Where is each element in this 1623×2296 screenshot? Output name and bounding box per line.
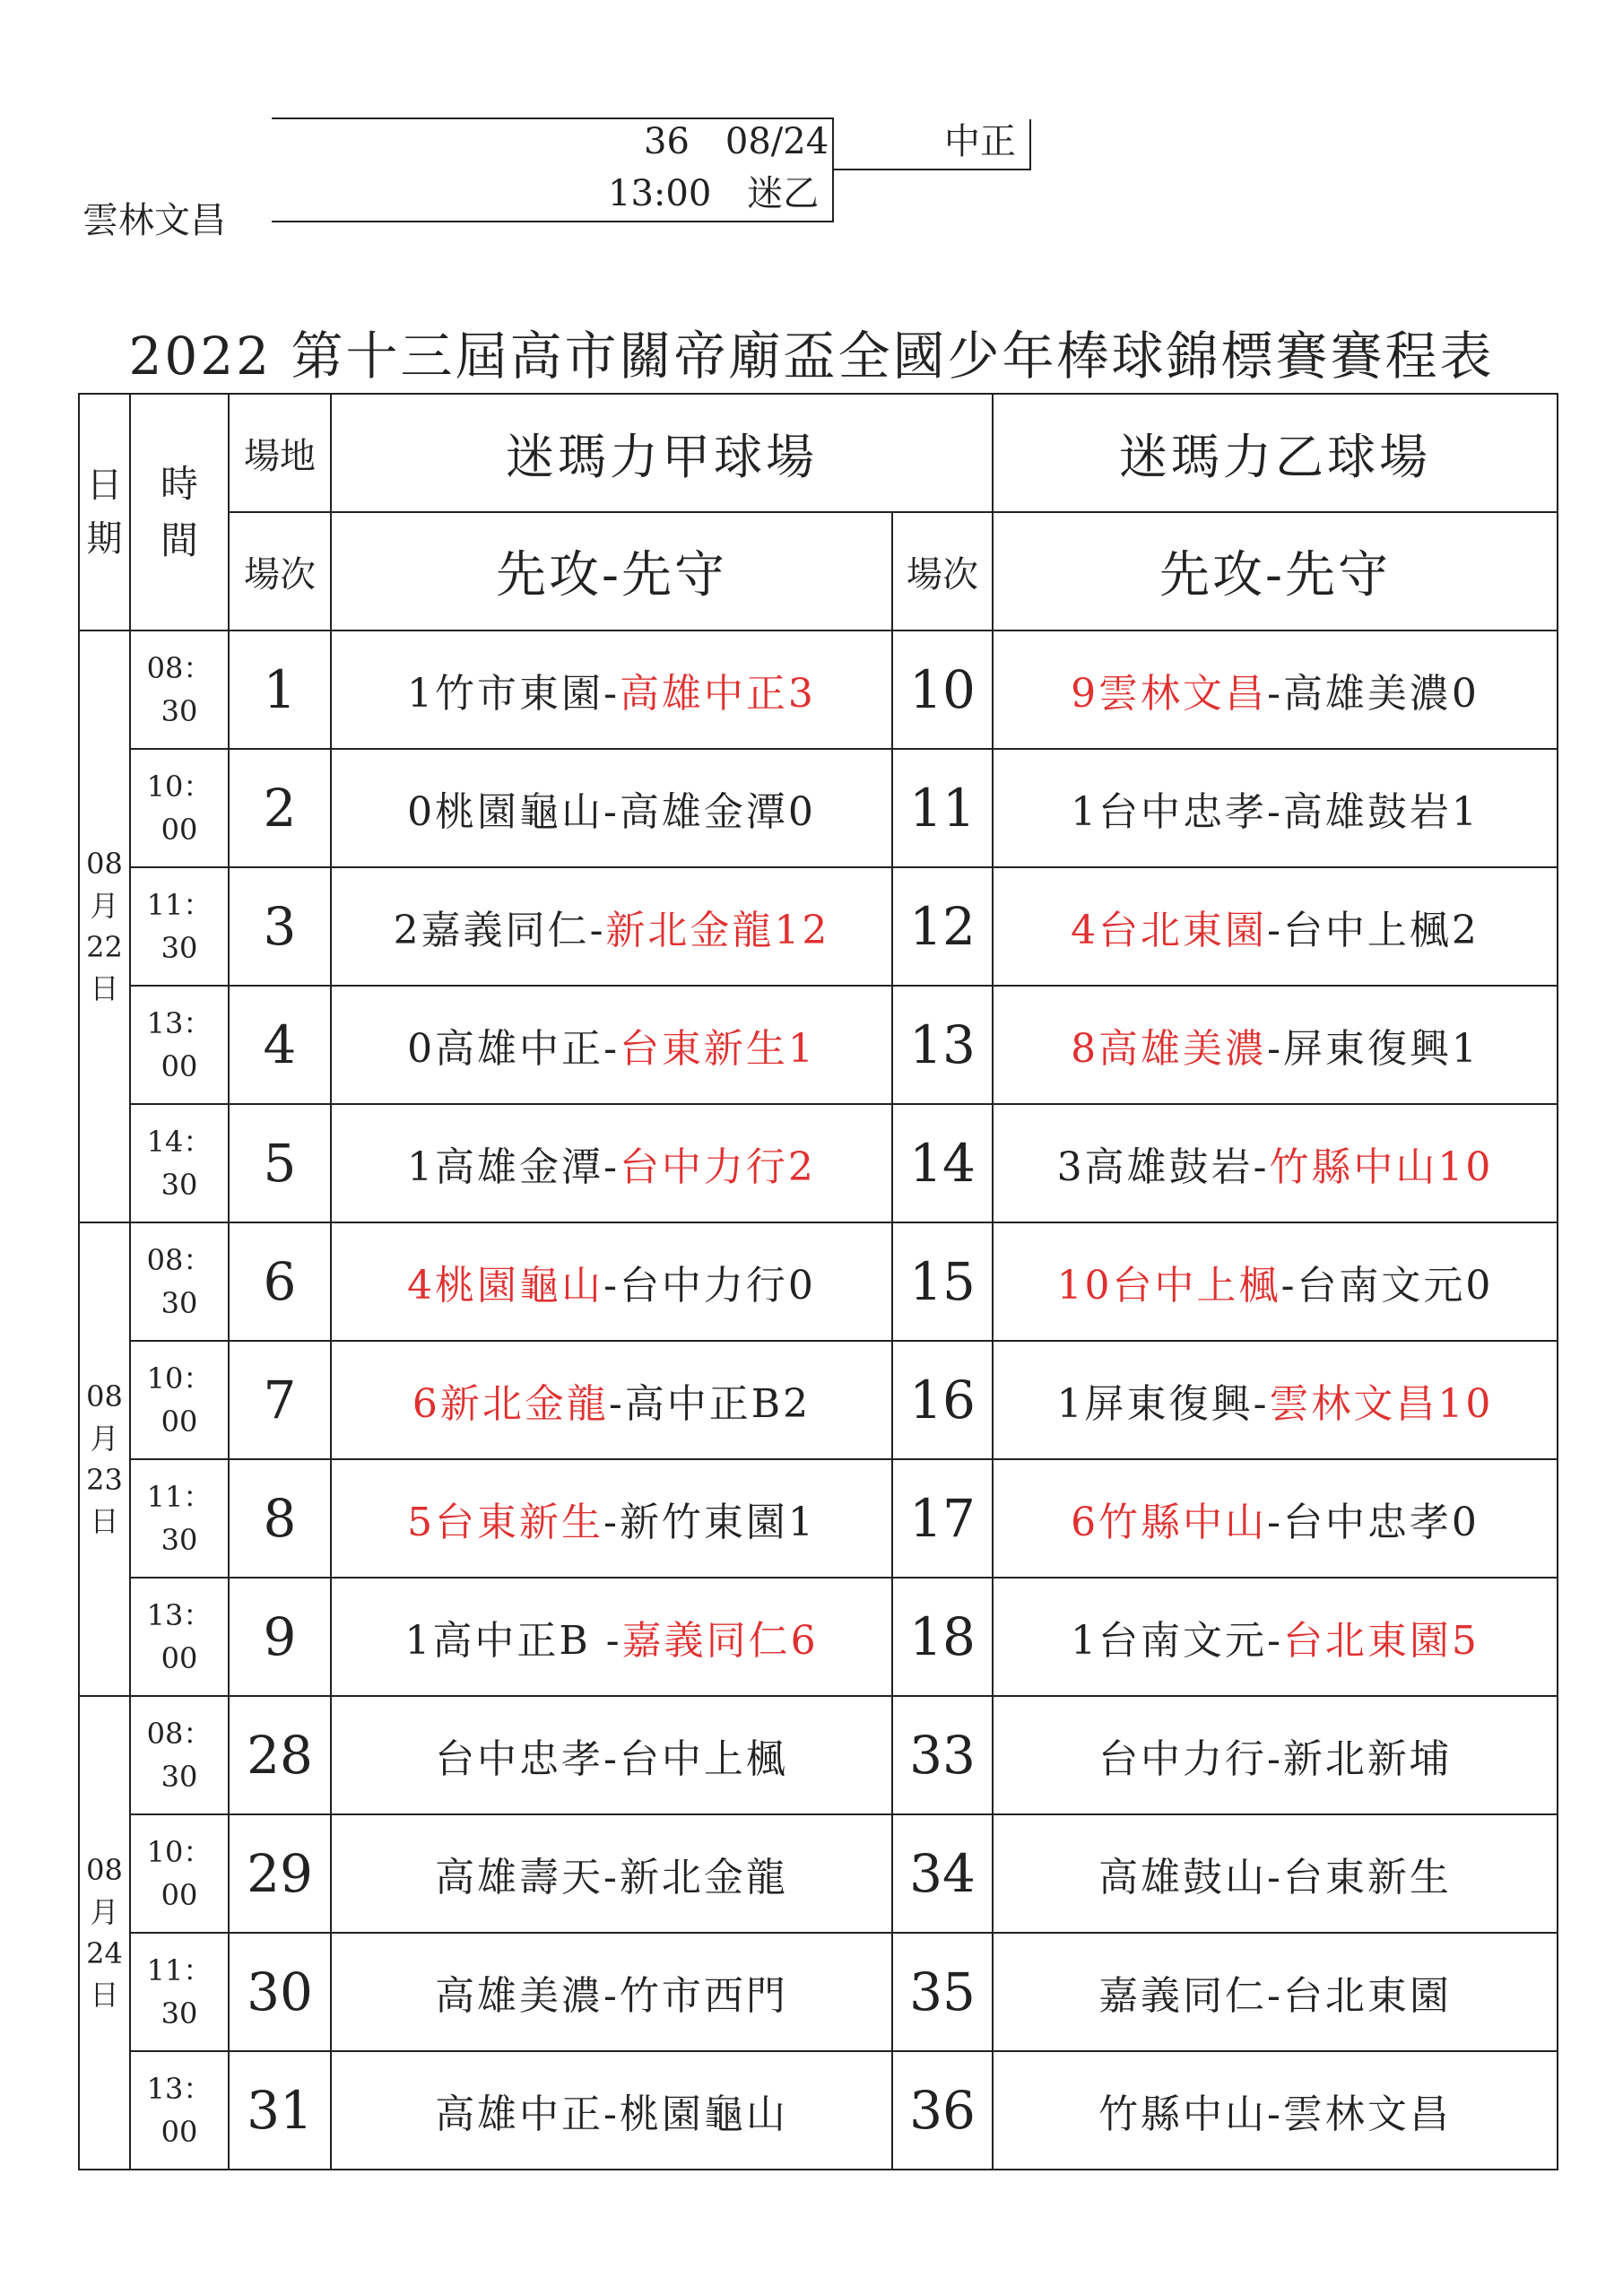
match-a bbox=[331, 986, 892, 1104]
team-text: 6竹縣中山 bbox=[1071, 1500, 1268, 1545]
time-part: 30 bbox=[161, 1286, 198, 1320]
match-a bbox=[331, 749, 892, 867]
bracket-time-venue: 13:00 迷乙 bbox=[608, 173, 820, 214]
game-no-header-a: 場次 bbox=[229, 512, 331, 631]
date-part: 日 bbox=[90, 1504, 119, 1539]
match-b bbox=[993, 1222, 1558, 1341]
match-b bbox=[993, 1933, 1558, 2051]
date-part: 08 bbox=[86, 1379, 123, 1414]
table-row bbox=[79, 986, 1558, 1104]
sub-header-a: 先攻-先守 bbox=[331, 512, 892, 631]
game-no-a: 5 bbox=[229, 1104, 331, 1222]
team-text: 新竹東園1 bbox=[619, 1500, 816, 1545]
team-text: 台中力行2 bbox=[619, 1144, 816, 1190]
game-no-b: 12 bbox=[892, 867, 993, 986]
game-no-a: 29 bbox=[229, 1814, 331, 1933]
table-row bbox=[79, 1341, 1558, 1459]
date-part: 23 bbox=[86, 1463, 123, 1497]
team-text: 高中正B2 bbox=[624, 1381, 812, 1427]
date-part: 日 bbox=[90, 971, 119, 1006]
game-no-a: 4 bbox=[229, 986, 331, 1104]
table-row bbox=[79, 2051, 1558, 2170]
bracket-winner-tick bbox=[1029, 119, 1031, 170]
game-no-header-b: 場次 bbox=[892, 512, 993, 631]
bracket-winner-line bbox=[834, 169, 1031, 170]
team-text: - bbox=[1267, 1500, 1283, 1545]
time-part: 00 bbox=[161, 1878, 198, 1912]
game-no-a: 28 bbox=[229, 1696, 331, 1814]
table-row bbox=[79, 1814, 1558, 1933]
match-b bbox=[993, 749, 1558, 867]
date-part: 22 bbox=[86, 930, 123, 964]
time-part: 30 bbox=[161, 1760, 198, 1794]
game-no-a: 8 bbox=[229, 1459, 331, 1578]
game-no-b: 18 bbox=[892, 1578, 993, 1696]
table-row bbox=[79, 1696, 1558, 1814]
time-cell bbox=[130, 2051, 229, 2170]
time-part: 30 bbox=[161, 694, 198, 728]
team-text: 台中力行-新北新埔 bbox=[1098, 1736, 1452, 1782]
match-b bbox=[993, 1104, 1558, 1222]
team-text: 4台北東園 bbox=[1071, 908, 1268, 953]
match-b bbox=[993, 631, 1558, 749]
team-text: 高雄壽天-新北金龍 bbox=[435, 1855, 788, 1900]
bracket-bottom-line bbox=[272, 221, 833, 222]
table-row bbox=[79, 1459, 1558, 1578]
time-part: 30 bbox=[161, 1168, 198, 1202]
match-a bbox=[331, 1459, 892, 1578]
team-text: - bbox=[589, 908, 606, 953]
date-cell bbox=[79, 1696, 130, 2170]
game-no-b: 11 bbox=[892, 749, 993, 867]
team-text: 0桃園龜山-高雄金潭0 bbox=[407, 789, 816, 835]
date-part: 月 bbox=[90, 888, 119, 923]
match-b bbox=[993, 1341, 1558, 1459]
team-text: 高雄中正3 bbox=[619, 671, 816, 717]
team-text: - bbox=[1267, 671, 1283, 717]
game-no-a: 2 bbox=[229, 749, 331, 867]
team-text: 5台東新生 bbox=[407, 1500, 604, 1545]
bracket-top-team: 中正 bbox=[944, 121, 1016, 162]
team-text: - bbox=[603, 1144, 620, 1190]
time-part: 00 bbox=[161, 1049, 198, 1083]
match-a bbox=[331, 1578, 892, 1696]
team-text: 1台南文元 bbox=[1071, 1618, 1268, 1664]
team-text: 1高中正B bbox=[404, 1618, 591, 1664]
field-a-header: 迷瑪力甲球場 bbox=[331, 394, 993, 512]
match-b bbox=[993, 1459, 1558, 1578]
date-cell bbox=[79, 631, 130, 1222]
game-no-b: 35 bbox=[892, 1933, 993, 2051]
time-part: 10： bbox=[146, 1361, 213, 1396]
time-part: 11： bbox=[146, 1953, 213, 1987]
time-cell bbox=[130, 1578, 229, 1696]
game-no-a: 1 bbox=[229, 631, 331, 749]
team-text: 高雄中正-桃園龜山 bbox=[435, 2092, 788, 2137]
game-no-b: 36 bbox=[892, 2051, 993, 2170]
team-text: 6新北金龍 bbox=[412, 1381, 609, 1427]
team-text: - bbox=[1267, 908, 1283, 953]
time-cell bbox=[130, 749, 229, 867]
match-b bbox=[993, 986, 1558, 1104]
time-part: 13： bbox=[146, 2072, 213, 2106]
team-text: 1台中忠孝-高雄鼓岩1 bbox=[1071, 789, 1480, 835]
team-text: 竹縣中山-雲林文昌 bbox=[1098, 2092, 1452, 2137]
team-text: 1屏東復興 bbox=[1056, 1381, 1254, 1427]
field-header: 場地 bbox=[229, 394, 331, 512]
match-a bbox=[331, 1933, 892, 2051]
team-text: 台中忠孝0 bbox=[1282, 1500, 1480, 1545]
bracket-top-line bbox=[272, 117, 833, 119]
table-row bbox=[79, 1104, 1558, 1222]
time-cell bbox=[130, 1104, 229, 1222]
team-text: - bbox=[1267, 1618, 1283, 1664]
game-no-b: 16 bbox=[892, 1341, 993, 1459]
date-part: 月 bbox=[90, 1894, 119, 1929]
time-cell bbox=[130, 1222, 229, 1341]
match-b bbox=[993, 1696, 1558, 1814]
time-cell bbox=[130, 1933, 229, 2051]
table-row bbox=[79, 631, 1558, 749]
game-no-a: 31 bbox=[229, 2051, 331, 2170]
match-a bbox=[331, 1341, 892, 1459]
table-row bbox=[79, 1222, 1558, 1341]
game-no-a: 3 bbox=[229, 867, 331, 986]
game-no-a: 9 bbox=[229, 1578, 331, 1696]
time-part: 10： bbox=[146, 770, 213, 804]
team-text: 9雲林文昌 bbox=[1071, 671, 1268, 717]
game-no-b: 10 bbox=[892, 631, 993, 749]
field-b-header: 迷瑪力乙球場 bbox=[993, 394, 1558, 512]
game-no-b: 14 bbox=[892, 1104, 993, 1222]
team-text: 高雄鼓山-台東新生 bbox=[1098, 1855, 1452, 1900]
bracket-game-label: 36 08/24 bbox=[644, 121, 829, 162]
team-text: 台中力行0 bbox=[619, 1263, 816, 1309]
team-text: 8高雄美濃 bbox=[1071, 1026, 1268, 1072]
date-part: 24 bbox=[86, 1936, 123, 1970]
date-header bbox=[79, 394, 130, 631]
time-header bbox=[130, 394, 229, 631]
team-text: - bbox=[590, 1618, 622, 1664]
team-text: 台東新生1 bbox=[619, 1026, 816, 1072]
game-no-a: 30 bbox=[229, 1933, 331, 2051]
date-part: 08 bbox=[86, 1853, 123, 1888]
time-cell bbox=[130, 1341, 229, 1459]
match-a bbox=[331, 631, 892, 749]
time-part: 08： bbox=[146, 651, 213, 685]
match-a bbox=[331, 1814, 892, 1933]
game-no-b: 33 bbox=[892, 1696, 993, 1814]
bracket-bottom-team: 雲林文昌 bbox=[82, 200, 226, 241]
time-part: 13： bbox=[146, 1598, 213, 1632]
time-label: 時 間 bbox=[160, 462, 198, 562]
match-a bbox=[331, 1104, 892, 1222]
table-row bbox=[79, 1578, 1558, 1696]
team-text: 1高雄金潭 bbox=[407, 1144, 604, 1190]
time-part: 00 bbox=[161, 2115, 198, 2149]
team-text: - bbox=[603, 1026, 620, 1072]
team-text: 雲林文昌10 bbox=[1269, 1381, 1494, 1427]
team-text: - bbox=[603, 1263, 620, 1309]
team-text: - bbox=[1253, 1381, 1270, 1427]
time-part: 00 bbox=[161, 1405, 198, 1439]
game-no-b: 13 bbox=[892, 986, 993, 1104]
date-part: 日 bbox=[90, 1978, 119, 2013]
time-part: 08： bbox=[146, 1717, 213, 1751]
match-a bbox=[331, 1222, 892, 1341]
team-text: 1竹市東園 bbox=[407, 671, 604, 717]
team-text: - bbox=[603, 671, 620, 717]
date-label: 日 期 bbox=[86, 465, 123, 560]
time-cell bbox=[130, 986, 229, 1104]
game-no-b: 17 bbox=[892, 1459, 993, 1578]
time-cell bbox=[130, 631, 229, 749]
sub-header-b: 先攻-先守 bbox=[993, 512, 1558, 631]
date-cell bbox=[79, 1222, 130, 1696]
time-part: 14： bbox=[146, 1125, 213, 1159]
team-text: 台中忠孝-台中上楓 bbox=[435, 1736, 788, 1782]
header-row-2 bbox=[79, 512, 1558, 631]
table-row bbox=[79, 749, 1558, 867]
page-title: 2022 第十三屆高市關帝廟盃全國少年棒球錦標賽賽程表 bbox=[128, 326, 1495, 387]
game-no-a: 6 bbox=[229, 1222, 331, 1341]
team-text: - bbox=[1267, 1026, 1283, 1072]
team-text: 新北金龍12 bbox=[605, 908, 830, 953]
time-part: 10： bbox=[146, 1835, 213, 1869]
time-cell bbox=[130, 1696, 229, 1814]
team-text: - bbox=[1280, 1263, 1298, 1309]
team-text: - bbox=[608, 1381, 625, 1427]
match-a bbox=[331, 867, 892, 986]
match-b bbox=[993, 2051, 1558, 2170]
team-text: 高雄美濃0 bbox=[1282, 671, 1480, 717]
team-text: 高雄美濃-竹市西門 bbox=[435, 1973, 788, 2019]
date-part: 08 bbox=[86, 847, 123, 882]
team-text: 10台中上楓 bbox=[1056, 1263, 1281, 1309]
team-text: 台北東園5 bbox=[1282, 1618, 1480, 1664]
time-part: 30 bbox=[161, 1523, 198, 1557]
schedule-table bbox=[78, 393, 1558, 2170]
team-text: - bbox=[1253, 1144, 1270, 1190]
header-row-1 bbox=[79, 394, 1558, 512]
time-part: 00 bbox=[161, 813, 198, 847]
match-a bbox=[331, 2051, 892, 2170]
game-no-a: 7 bbox=[229, 1341, 331, 1459]
time-part: 00 bbox=[161, 1641, 198, 1675]
team-text: 0高雄中正 bbox=[407, 1026, 604, 1072]
team-text: 2嘉義同仁 bbox=[393, 908, 590, 953]
match-b bbox=[993, 867, 1558, 986]
time-cell bbox=[130, 867, 229, 986]
team-text: 台南文元0 bbox=[1297, 1263, 1494, 1309]
match-b bbox=[993, 1578, 1558, 1696]
bracket bbox=[0, 0, 1623, 269]
time-cell bbox=[130, 1814, 229, 1933]
time-part: 30 bbox=[161, 1996, 198, 2031]
time-part: 11： bbox=[146, 888, 213, 922]
match-b bbox=[993, 1814, 1558, 1933]
team-text: 台中上楓2 bbox=[1282, 908, 1480, 953]
time-part: 13： bbox=[146, 1006, 213, 1040]
time-part: 30 bbox=[161, 931, 198, 965]
time-cell bbox=[130, 1459, 229, 1578]
team-text: 3高雄鼓岩 bbox=[1056, 1144, 1254, 1190]
team-text: - bbox=[603, 1500, 620, 1545]
team-text: 竹縣中山10 bbox=[1269, 1144, 1494, 1190]
table-row bbox=[79, 867, 1558, 986]
table-row bbox=[79, 1933, 1558, 2051]
team-text: 屏東復興1 bbox=[1282, 1026, 1480, 1072]
team-text: 嘉義同仁6 bbox=[621, 1618, 819, 1664]
game-no-b: 34 bbox=[892, 1814, 993, 1933]
game-no-b: 15 bbox=[892, 1222, 993, 1341]
time-part: 11： bbox=[146, 1480, 213, 1514]
team-text: 嘉義同仁-台北東園 bbox=[1098, 1973, 1452, 2019]
team-text: 4桃園龜山 bbox=[407, 1263, 604, 1309]
time-part: 08： bbox=[146, 1243, 213, 1277]
date-part: 月 bbox=[90, 1421, 119, 1456]
match-a bbox=[331, 1696, 892, 1814]
